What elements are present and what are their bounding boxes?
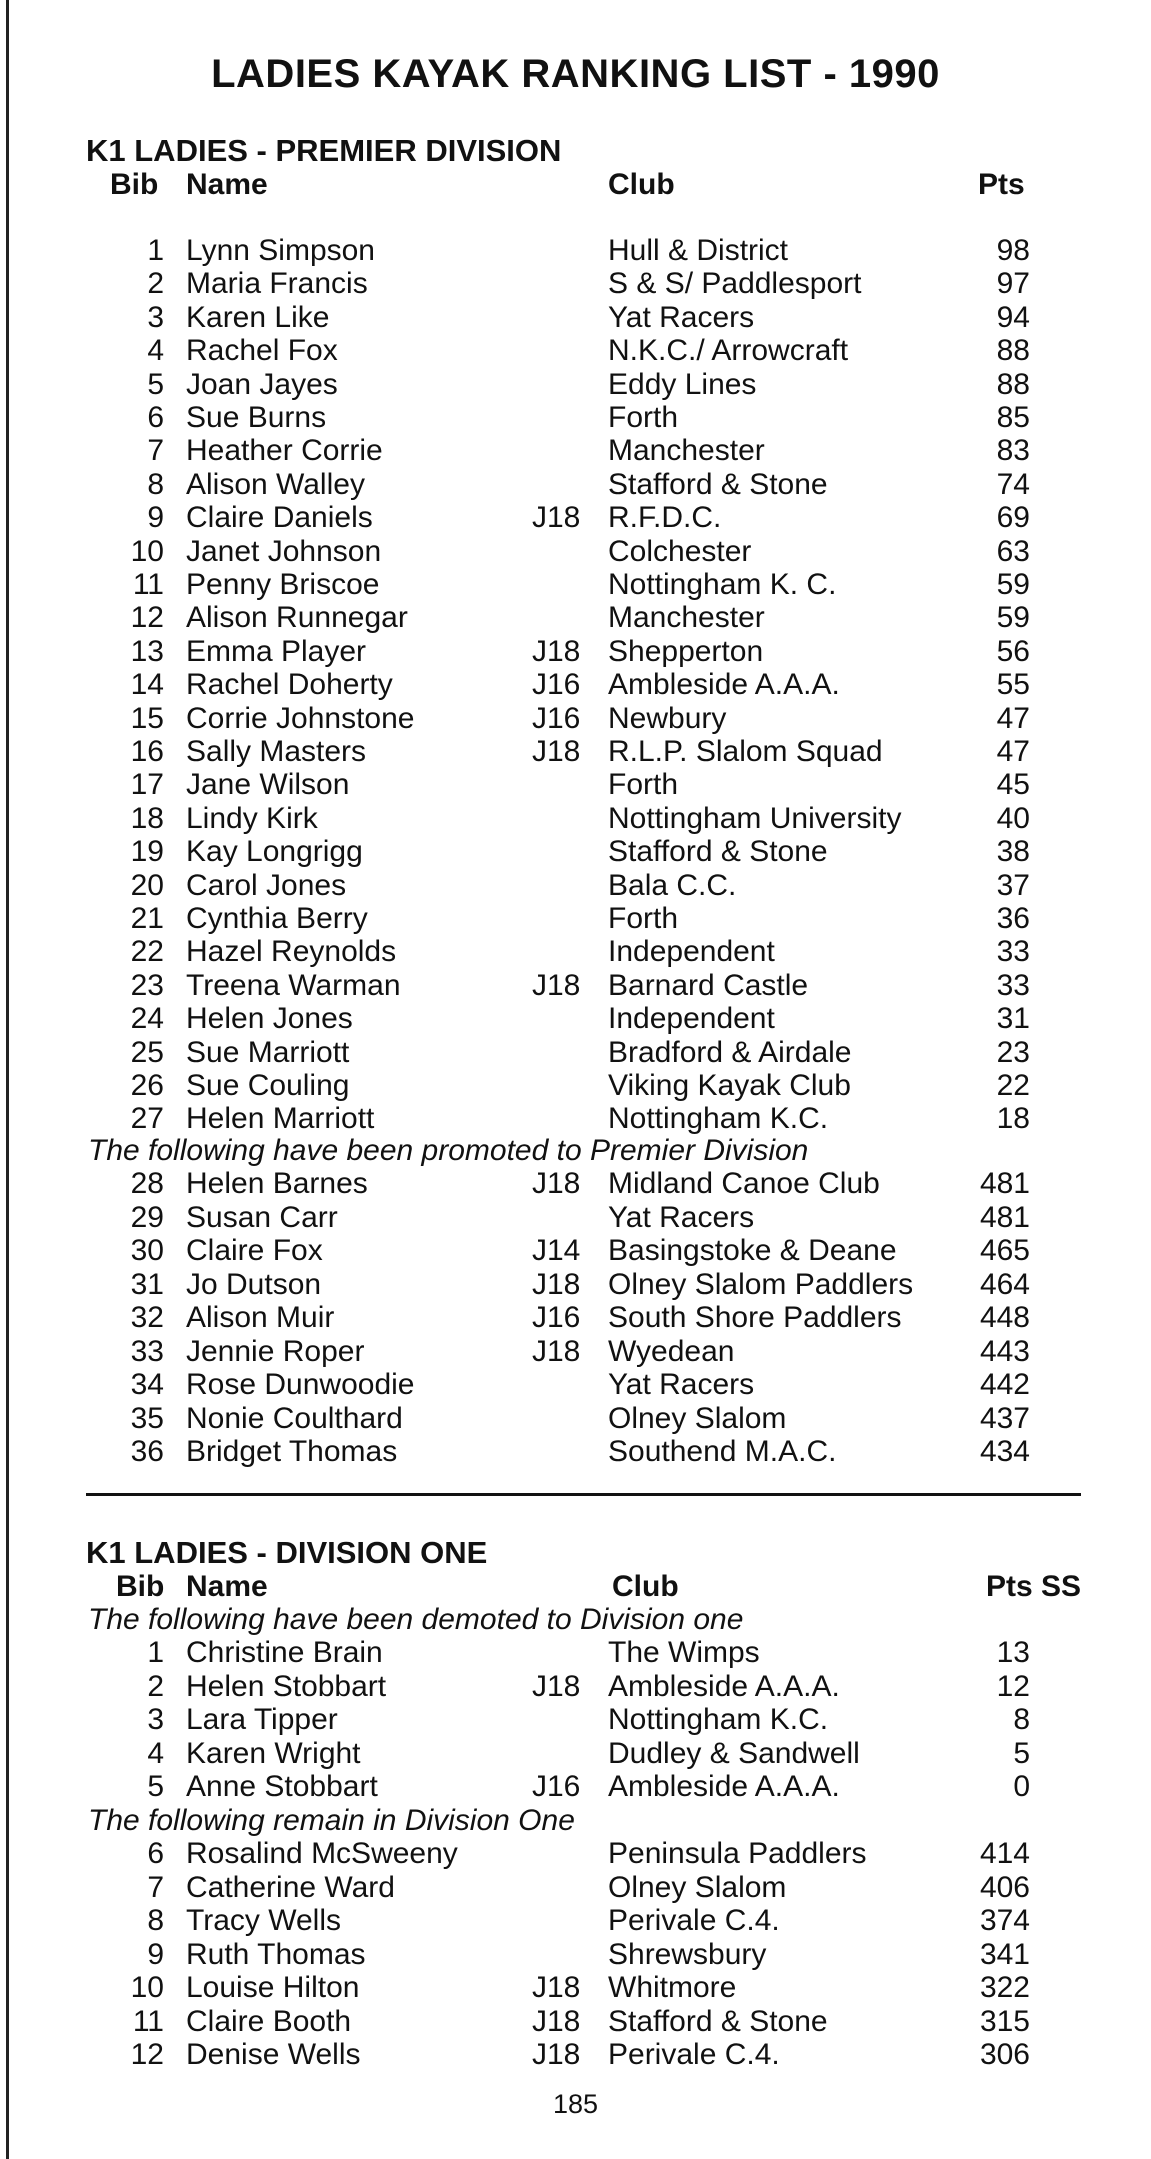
club-cell: Ambleside A.A.A.: [608, 1770, 840, 1803]
bib-cell: 4: [147, 334, 164, 368]
name-cell: Jennie Roper: [186, 1334, 365, 1368]
name-cell: Lara Tipper: [186, 1703, 338, 1736]
club-cell: Viking Kayak Club: [608, 1069, 851, 1102]
points-cell: 481: [979, 1200, 1030, 1234]
name-cell: Alison Muir: [186, 1301, 335, 1334]
table-row: [0, 969, 1151, 1003]
junior-class-cell: J18: [532, 2004, 581, 2038]
club-cell: Perivale C.4.: [608, 1904, 780, 1937]
bib-cell: 10: [130, 1971, 164, 2004]
club-cell: Manchester: [608, 434, 765, 468]
name-cell: Jo Dutson: [186, 1267, 322, 1301]
table-row: [0, 234, 1151, 268]
junior-class-cell: J18: [532, 1167, 581, 1200]
club-cell: Shrewsbury: [608, 1937, 767, 1971]
table-row: [0, 635, 1151, 669]
name-cell: Cynthia Berry: [186, 902, 368, 935]
club-cell: Stafford & Stone: [608, 835, 828, 869]
name-cell: Hazel Reynolds: [186, 935, 397, 969]
premier-col-pts: Pts: [978, 168, 1025, 201]
table-row: [0, 1938, 1151, 1972]
club-cell: Barnard Castle: [608, 968, 809, 1002]
club-cell: Yat Racers: [608, 1368, 755, 1401]
table-row: [0, 1167, 1151, 1201]
bib-cell: 33: [130, 1334, 164, 1368]
bib-cell: 16: [130, 735, 164, 768]
club-cell: Ambleside A.A.A.: [608, 668, 840, 702]
name-cell: Christine Brain: [186, 1636, 383, 1669]
table-row: [0, 869, 1151, 903]
bib-cell: 6: [147, 401, 164, 434]
club-cell: Forth: [608, 768, 679, 802]
points-cell: 315: [979, 2004, 1030, 2038]
name-cell: Louise Hilton: [186, 1971, 360, 2004]
bib-cell: 20: [130, 868, 164, 902]
name-cell: Tracy Wells: [186, 1904, 342, 1937]
table-row: [0, 267, 1151, 301]
table-row: [0, 835, 1151, 869]
name-cell: Janet Johnson: [186, 534, 382, 568]
points-cell: 36: [996, 902, 1030, 935]
points-cell: 12: [996, 1669, 1030, 1703]
junior-class-cell: J18: [532, 634, 581, 668]
name-cell: Lynn Simpson: [186, 234, 375, 267]
club-cell: R.F.D.C.: [608, 501, 722, 535]
club-cell: Dudley & Sandwell: [608, 1736, 860, 1770]
name-cell: Sue Marriott: [186, 1035, 350, 1069]
bib-cell: 14: [130, 668, 164, 702]
table-row: [0, 1770, 1151, 1804]
table-row: [0, 1368, 1151, 1402]
club-cell: Basingstoke & Deane: [608, 1234, 897, 1267]
name-cell: Alison Walley: [186, 467, 365, 501]
club-cell: Stafford & Stone: [608, 467, 828, 501]
table-row: [0, 1971, 1151, 2005]
junior-class-cell: J18: [532, 735, 581, 768]
div1-col-club: Club: [612, 1570, 679, 1603]
points-cell: 464: [979, 1267, 1030, 1301]
table-row: [0, 1335, 1151, 1369]
club-cell: Ambleside A.A.A.: [608, 1669, 840, 1703]
table-row: [0, 802, 1151, 836]
points-cell: 13: [996, 1636, 1030, 1669]
points-cell: 22: [996, 1069, 1030, 1102]
points-cell: 341: [979, 1937, 1030, 1971]
table-row: [0, 735, 1151, 769]
club-cell: N.K.C./ Arrowcraft: [608, 334, 849, 368]
club-cell: R.L.P. Slalom Squad: [608, 735, 883, 768]
club-cell: Yat Racers: [608, 300, 755, 334]
club-cell: Forth: [608, 401, 679, 434]
premier-col-bib: Bib: [110, 168, 159, 201]
table-row: [0, 1301, 1151, 1335]
junior-class-cell: J18: [532, 1971, 581, 2004]
division-one-heading: K1 LADIES - DIVISION ONE: [86, 1535, 488, 1570]
points-cell: 59: [996, 601, 1030, 635]
name-cell: Catherine Ward: [186, 1870, 395, 1904]
club-cell: S & S/ Paddlesport: [608, 267, 862, 301]
points-cell: 40: [996, 801, 1030, 835]
club-cell: Peninsula Paddlers: [608, 1837, 867, 1870]
points-cell: 33: [996, 968, 1030, 1002]
bib-cell: 9: [147, 501, 164, 535]
bib-cell: 9: [147, 1937, 164, 1971]
club-cell: Shepperton: [608, 634, 764, 668]
points-cell: 18: [996, 1102, 1030, 1136]
points-cell: 442: [979, 1368, 1030, 1401]
table-row: [0, 1871, 1151, 1905]
points-cell: 31: [996, 1002, 1030, 1036]
club-cell: Olney Slalom: [608, 1401, 787, 1435]
junior-class-cell: J18: [532, 1267, 581, 1301]
table-row: [0, 501, 1151, 535]
name-cell: Corrie Johnstone: [186, 701, 415, 735]
club-cell: Wyedean: [608, 1334, 735, 1368]
junior-class-cell: J16: [532, 701, 581, 735]
div1-col-name: Name: [186, 1570, 268, 1603]
club-cell: Olney Slalom: [608, 1870, 787, 1904]
club-cell: Olney Slalom Paddlers: [608, 1267, 914, 1301]
junior-class-cell: J18: [532, 968, 581, 1002]
remain-note: The following remain in Division One: [88, 1804, 575, 1837]
junior-class-cell: J18: [532, 2038, 581, 2071]
div1-col-pts: Pts SS: [986, 1570, 1082, 1603]
table-row: [0, 434, 1151, 468]
name-cell: Denise Wells: [186, 2038, 361, 2071]
points-cell: 88: [996, 334, 1030, 368]
name-cell: Karen Like: [186, 300, 330, 334]
bib-cell: 12: [130, 2038, 164, 2071]
name-cell: Rose Dunwoodie: [186, 1368, 415, 1401]
points-cell: 69: [996, 501, 1030, 535]
points-cell: 55: [996, 668, 1030, 702]
bib-cell: 31: [130, 1267, 164, 1301]
points-cell: 414: [979, 1837, 1030, 1870]
bib-cell: 27: [130, 1102, 164, 1136]
club-cell: Bradford & Airdale: [608, 1035, 852, 1069]
name-cell: Claire Daniels: [186, 501, 373, 535]
points-cell: 33: [996, 935, 1030, 969]
table-row: [0, 1036, 1151, 1070]
promoted-note: The following have been promoted to Premier Division: [88, 1134, 809, 1167]
bib-cell: 11: [132, 568, 164, 601]
name-cell: Treena Warman: [186, 968, 401, 1002]
name-cell: Sally Masters: [186, 735, 367, 768]
bib-cell: 2: [147, 267, 164, 301]
table-row: [0, 1670, 1151, 1704]
club-cell: Perivale C.4.: [608, 2038, 780, 2071]
bib-cell: 8: [147, 467, 164, 501]
demoted-note: The following have been demoted to Division one: [88, 1603, 744, 1636]
table-row: [0, 601, 1151, 635]
bib-cell: 12: [130, 601, 164, 635]
points-cell: 448: [979, 1301, 1030, 1334]
table-row: [0, 334, 1151, 368]
table-row: [0, 1636, 1151, 1670]
table-row: [0, 1268, 1151, 1302]
bib-cell: 5: [147, 367, 164, 401]
name-cell: Rosalind McSweeny: [186, 1837, 458, 1870]
premier-col-club: Club: [608, 168, 675, 201]
points-cell: 94: [996, 300, 1030, 334]
club-cell: Independent: [608, 1002, 775, 1036]
table-row: [0, 301, 1151, 335]
club-cell: Nottingham K.C.: [608, 1102, 829, 1136]
points-cell: 306: [979, 2038, 1030, 2071]
points-cell: 83: [996, 434, 1030, 468]
junior-class-cell: J18: [532, 1669, 581, 1703]
name-cell: Claire Booth: [186, 2004, 352, 2038]
name-cell: Helen Barnes: [186, 1167, 368, 1200]
points-cell: 97: [996, 267, 1030, 301]
name-cell: Helen Jones: [186, 1002, 353, 1036]
name-cell: Jane Wilson: [186, 768, 350, 802]
club-cell: Whitmore: [608, 1971, 737, 2004]
points-cell: 465: [979, 1234, 1030, 1267]
name-cell: Emma Player: [186, 634, 367, 668]
points-cell: 0: [1013, 1770, 1030, 1803]
name-cell: Sue Burns: [186, 401, 327, 434]
name-cell: Joan Jayes: [186, 367, 338, 401]
name-cell: Rachel Fox: [186, 334, 338, 368]
bib-cell: 32: [130, 1301, 164, 1334]
club-cell: Stafford & Stone: [608, 2004, 828, 2038]
bib-cell: 1: [147, 1636, 164, 1669]
table-row: [0, 702, 1151, 736]
name-cell: Karen Wright: [186, 1736, 361, 1770]
points-cell: 59: [996, 568, 1030, 601]
table-row: [0, 535, 1151, 569]
name-cell: Sue Couling: [186, 1069, 350, 1102]
premier-heading: K1 LADIES - PREMIER DIVISION: [86, 133, 562, 168]
bib-cell: 28: [130, 1167, 164, 1200]
bib-cell: 30: [130, 1234, 164, 1267]
points-cell: 45: [996, 768, 1030, 802]
points-cell: 434: [979, 1435, 1030, 1468]
bib-cell: 19: [130, 835, 164, 869]
club-cell: Manchester: [608, 601, 765, 635]
name-cell: Penny Briscoe: [186, 568, 380, 601]
junior-class-cell: J16: [532, 1770, 581, 1803]
club-cell: South Shore Paddlers: [608, 1301, 902, 1334]
bib-cell: 3: [147, 300, 164, 334]
club-cell: Independent: [608, 935, 775, 969]
page-number: 185: [552, 2089, 599, 2119]
club-cell: Colchester: [608, 534, 752, 568]
name-cell: Bridget Thomas: [186, 1435, 398, 1468]
club-cell: Nottingham K. C.: [608, 568, 837, 601]
page-title: LADIES KAYAK RANKING LIST - 1990: [211, 52, 940, 96]
club-cell: Nottingham University: [608, 801, 902, 835]
table-row: [0, 1837, 1151, 1871]
points-cell: 437: [979, 1401, 1030, 1435]
club-cell: Hull & District: [608, 234, 789, 267]
club-cell: Yat Racers: [608, 1200, 755, 1234]
points-cell: 98: [996, 234, 1030, 267]
bib-cell: 5: [147, 1770, 164, 1803]
club-cell: Midland Canoe Club: [608, 1167, 880, 1200]
table-row: [0, 1737, 1151, 1771]
bib-cell: 23: [130, 968, 164, 1002]
table-row: [0, 1904, 1151, 1938]
table-row: [0, 1402, 1151, 1436]
table-row: [0, 401, 1151, 435]
name-cell: Helen Stobbart: [186, 1669, 387, 1703]
table-row: [0, 568, 1151, 602]
club-cell: Eddy Lines: [608, 367, 757, 401]
name-cell: Alison Runnegar: [186, 601, 408, 635]
bib-cell: 35: [130, 1401, 164, 1435]
table-row: [0, 1069, 1151, 1103]
bib-cell: 8: [147, 1904, 164, 1937]
junior-class-cell: J14: [532, 1234, 581, 1267]
table-row: [0, 668, 1151, 702]
name-cell: Helen Marriott: [186, 1102, 375, 1136]
points-cell: 74: [996, 467, 1030, 501]
name-cell: Susan Carr: [186, 1200, 338, 1234]
points-cell: 88: [996, 367, 1030, 401]
table-row: [0, 935, 1151, 969]
bib-cell: 3: [147, 1703, 164, 1736]
points-cell: 443: [979, 1334, 1030, 1368]
points-cell: 481: [979, 1167, 1030, 1200]
bib-cell: 10: [130, 534, 164, 568]
name-cell: Rachel Doherty: [186, 668, 393, 702]
bib-cell: 7: [147, 1870, 164, 1904]
bib-cell: 22: [130, 935, 164, 969]
bib-cell: 2: [147, 1669, 164, 1703]
club-cell: Bala C.C.: [608, 868, 737, 902]
points-cell: 47: [996, 735, 1030, 768]
points-cell: 8: [1013, 1703, 1030, 1736]
junior-class-cell: J18: [532, 501, 581, 535]
bib-cell: 18: [130, 801, 164, 835]
bib-cell: 34: [130, 1368, 164, 1401]
table-row: [0, 2038, 1151, 2072]
div1-col-bib: Bib: [116, 1570, 165, 1603]
bib-cell: 7: [147, 434, 164, 468]
points-cell: 374: [979, 1904, 1030, 1937]
table-row: [0, 1002, 1151, 1036]
points-cell: 23: [996, 1035, 1030, 1069]
junior-class-cell: J18: [532, 1334, 581, 1368]
junior-class-cell: J16: [532, 1301, 581, 1334]
points-cell: 47: [996, 701, 1030, 735]
table-row: [0, 1703, 1151, 1737]
table-row: [0, 768, 1151, 802]
club-cell: Newbury: [608, 701, 727, 735]
table-row: [0, 2005, 1151, 2039]
name-cell: Claire Fox: [186, 1234, 323, 1267]
bib-cell: 26: [130, 1069, 164, 1102]
table-row: [0, 1435, 1151, 1469]
points-cell: 322: [979, 1971, 1030, 2004]
junior-class-cell: J16: [532, 668, 581, 702]
points-cell: 85: [996, 401, 1030, 434]
bib-cell: 4: [147, 1736, 164, 1770]
bib-cell: 29: [130, 1200, 164, 1234]
table-row: [0, 902, 1151, 936]
points-cell: 37: [996, 868, 1030, 902]
name-cell: Heather Corrie: [186, 434, 383, 468]
club-cell: Southend M.A.C.: [608, 1435, 837, 1468]
points-cell: 5: [1013, 1736, 1030, 1770]
table-row: [0, 368, 1151, 402]
name-cell: Maria Francis: [186, 267, 368, 301]
table-row: [0, 1102, 1151, 1136]
bib-cell: 6: [147, 1837, 164, 1870]
club-cell: Nottingham K.C.: [608, 1703, 829, 1736]
club-cell: Forth: [608, 902, 679, 935]
bib-cell: 13: [130, 634, 164, 668]
name-cell: Nonie Coulthard: [186, 1401, 403, 1435]
bib-cell: 1: [147, 234, 164, 267]
points-cell: 38: [996, 835, 1030, 869]
bib-cell: 17: [130, 768, 164, 802]
bib-cell: 21: [130, 902, 164, 935]
section-divider: [86, 1493, 1081, 1496]
club-cell: The Wimps: [608, 1636, 760, 1669]
bib-cell: 15: [130, 701, 164, 735]
table-row: [0, 468, 1151, 502]
bib-cell: 36: [130, 1435, 164, 1468]
name-cell: Anne Stobbart: [186, 1770, 378, 1803]
table-row: [0, 1201, 1151, 1235]
table-row: [0, 1234, 1151, 1268]
name-cell: Ruth Thomas: [186, 1937, 366, 1971]
bib-cell: 24: [130, 1002, 164, 1036]
points-cell: 63: [996, 534, 1030, 568]
name-cell: Lindy Kirk: [186, 801, 318, 835]
points-cell: 56: [996, 634, 1030, 668]
bib-cell: 25: [130, 1035, 164, 1069]
bib-cell: 11: [132, 2004, 164, 2038]
premier-col-name: Name: [186, 168, 268, 201]
points-cell: 406: [979, 1870, 1030, 1904]
name-cell: Carol Jones: [186, 868, 347, 902]
name-cell: Kay Longrigg: [186, 835, 363, 869]
